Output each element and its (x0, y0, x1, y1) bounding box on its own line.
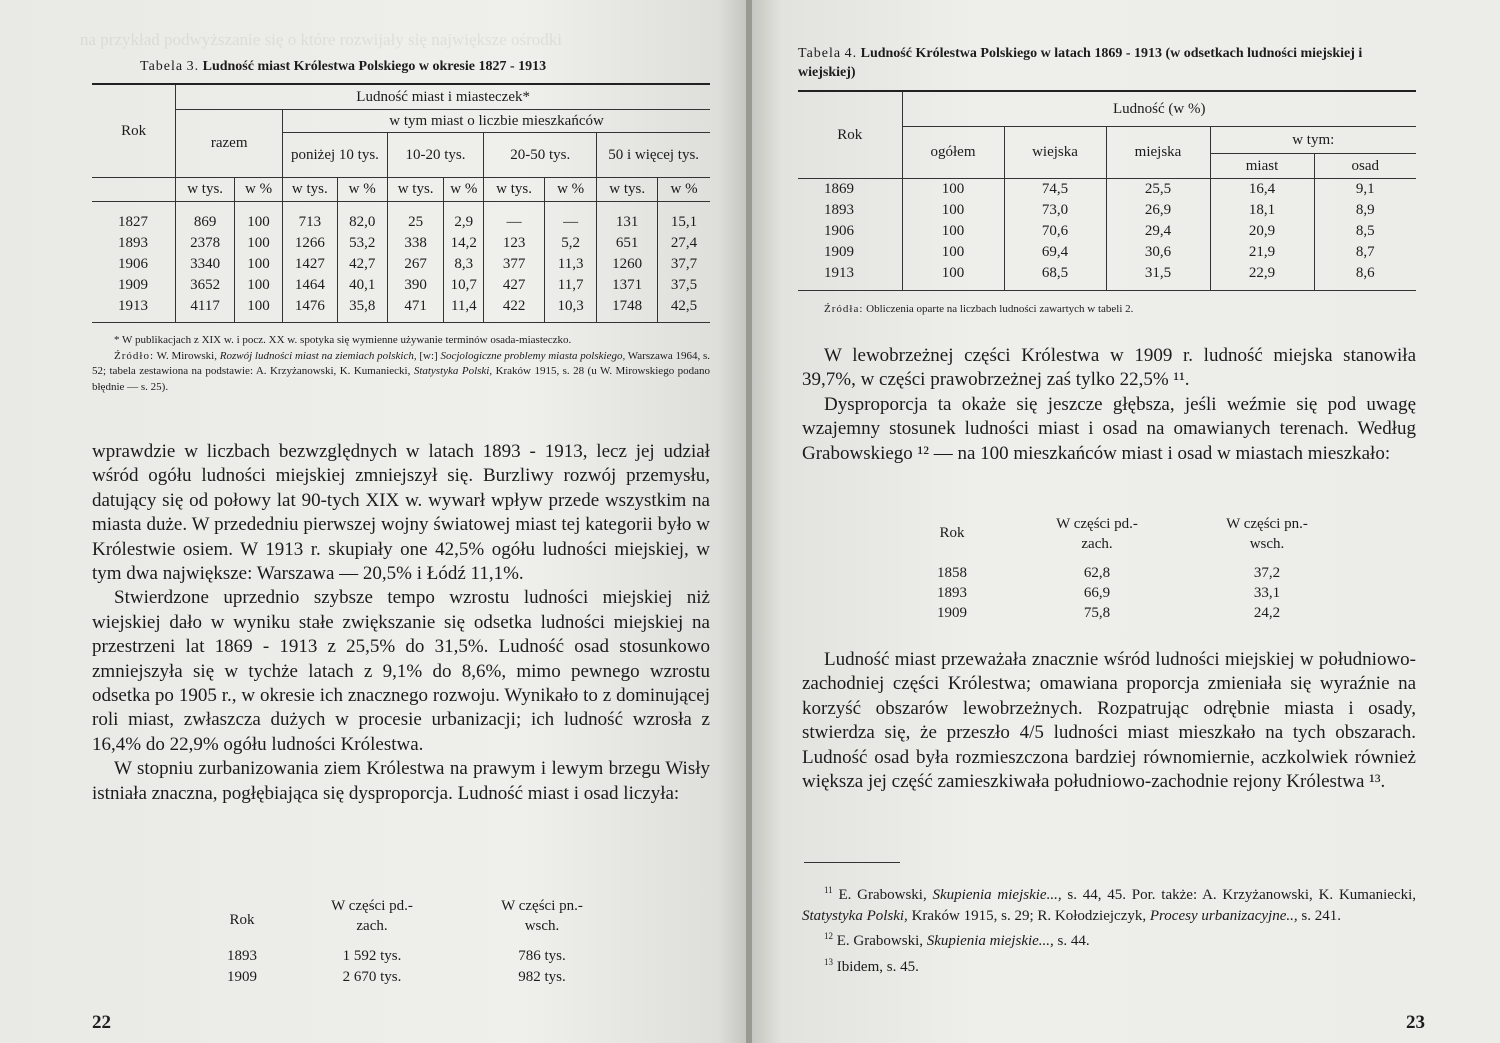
table-cell: 390 (387, 275, 444, 296)
table-cell: 40,1 (337, 275, 387, 296)
table-cell: 11,7 (544, 275, 596, 296)
right-page (752, 0, 1500, 1043)
table-cell: 31,5 (1106, 263, 1210, 284)
table-cell: 100 (902, 179, 1004, 201)
footnote-number: 12 (824, 931, 833, 941)
mini-header-rok: Rok (229, 912, 255, 928)
table-cell: 422 (484, 296, 545, 317)
right-body-text (802, 344, 1416, 466)
table-cell: 9,1 (1314, 179, 1416, 201)
table4-body (798, 179, 1416, 285)
table3-header-c3: 20-50 tys. (484, 133, 597, 178)
table-cell: 1913 (824, 265, 854, 281)
table-cell: 22,9 (1210, 263, 1314, 284)
table4-header-osad: osad (1314, 154, 1416, 179)
table-cell: 1748 (597, 296, 658, 317)
table-cell: 74,5 (1004, 179, 1106, 201)
table-cell: 29,4 (1106, 221, 1210, 242)
table3-header-rok: Rok (121, 122, 147, 139)
paragraph: Ludność miast przeważała znacznie wśród ludności miejskiej w południowo-zachodniej części Królestwa; omawiana proporcja zmieniała się wyraźnie na korzyść obszarów lewobrzeżnych. Rozpatrując odrębnie miasta i osady, stwierdza się, że przeszło 4/5 ludności miast mieszkało na tych obszarach. Ludność osad była rozmieszczona bardziej równomiernie, aczkolwiek również większa jej część zamieszkiwała południowo-zachodnie rejony Królestwa ¹³. (802, 649, 1416, 793)
mini-cell: 982 tys. (518, 969, 566, 985)
mini-header-a: W części pd.-zach. (331, 898, 413, 934)
table-cell: 20,9 (1210, 221, 1314, 242)
table-cell: 1827 (118, 213, 148, 230)
table-cell: — (544, 212, 596, 233)
table-cell: 427 (484, 275, 545, 296)
footnote-part: Statystyka Polski, (802, 907, 908, 924)
table3-unit: w tys. (283, 178, 337, 202)
table-row (92, 275, 710, 296)
table3-notes (92, 333, 710, 395)
left-page (0, 0, 748, 1043)
paragraph: wprawdzie w liczbach bezwzględnych w latach 1893 - 1913, lecz jej udział wśród ogółu ludności miejskiej zmniejszył się. Burzliwy rozwój przemysłu, datujący się od połowy lat 90-tych XIX w. wywarł wpływ przede wszystkim na miasta duże. W przededniu pierwszej wojny światowej miast tej kategorii było w Królestwie osiem. W 1913 r. skupiały one 42,5% ogółu ludności miejskiej, w tym dwa największe: Warszawa — 20,5% i Łódź 11,1%. (92, 441, 710, 585)
table-cell: 73,0 (1004, 200, 1106, 221)
page-number: 23 (1406, 1012, 1425, 1033)
source-part: Warszawa 1964, s. 52; tabela zestawiona na podstawie: A. Krzyżanowski, K. Kumaniecki, (92, 349, 711, 377)
table-cell: 25 (387, 212, 444, 233)
table4-source (824, 302, 1424, 318)
table-row (798, 179, 1416, 201)
table4-header-rok: Rok (837, 126, 863, 143)
table-row (798, 263, 1416, 284)
table-cell: 21,9 (1210, 242, 1314, 263)
table3-header-c2: 10-20 tys. (387, 133, 483, 178)
table4-header-wiejska: wiejska (1004, 127, 1106, 179)
source-part: Kraków 1915, s. 28 (u W. Mirowskiego podano błędnie — s. 25). (92, 365, 711, 393)
table-row (798, 221, 1416, 242)
table3-header-group: Ludność miast i miasteczek* (176, 84, 710, 110)
table-cell: 2378 (176, 233, 235, 254)
table4 (798, 90, 1416, 291)
table-cell: 14,2 (444, 233, 484, 254)
source-part: W. Mirowski, (156, 349, 217, 362)
mini-cell: 1893 (227, 948, 257, 964)
mini-cell: 24,2 (1253, 605, 1281, 621)
table3-unit: w tys. (597, 178, 658, 202)
bleed-through-text: na przykład podwyższanie się o które rozwijały się największe ośrodki (80, 30, 562, 49)
right-body-text-2 (802, 648, 1416, 794)
mini-cell: 1893 (937, 585, 967, 601)
mini-cell: 2 670 tys. (342, 969, 402, 985)
table-cell: 11,4 (444, 296, 484, 317)
footnote-part: Kraków 1915, s. 29; R. Kołodziejczyk, (911, 907, 1147, 924)
table-cell: 1476 (283, 296, 337, 317)
table3-number: 3. (186, 59, 200, 74)
table4-header-group: Ludność (w %) (902, 91, 1416, 127)
page-number: 22 (92, 1012, 111, 1033)
table-cell: 1909 (824, 244, 854, 260)
table-cell: 100 (234, 296, 282, 317)
paragraph: W stopniu zurbanizowania ziem Królestwa na prawym i lewym brzegu Wisły istniała znaczna, pogłębiająca się dysproporcja. Ludność miast i osad liczyła: (92, 758, 710, 804)
table3-header-sub: w tym miast o liczbie mieszkańców (283, 110, 710, 133)
table3-unit: w tys. (176, 178, 235, 202)
table-cell: 8,3 (444, 254, 484, 275)
table4-header-miast: miast (1210, 154, 1314, 179)
table4-title: Ludność Królestwa Polskiego w latach 1869 - 1913 (w odsetkach ludności miejskiej i wiejskiej) (798, 46, 1363, 80)
right-mini-table (802, 510, 1416, 635)
table-cell: 53,2 (337, 233, 387, 254)
table-cell: 1427 (283, 254, 337, 275)
table-cell: 3340 (176, 254, 235, 275)
table-cell: 651 (597, 233, 658, 254)
table-cell: 1371 (597, 275, 658, 296)
table-cell: 1260 (597, 254, 658, 275)
table-cell: 100 (234, 212, 282, 233)
table3-header-razem: razem (176, 110, 283, 178)
table3-unit: w % (658, 178, 710, 202)
table-cell: 10,7 (444, 275, 484, 296)
table4-label: Tabela (798, 46, 842, 61)
table-cell: 713 (283, 212, 337, 233)
mini-cell: 786 tys. (518, 948, 566, 964)
table-cell: 338 (387, 233, 444, 254)
footnote-part: E. Grabowski, (838, 887, 927, 903)
table-cell: 82,0 (337, 212, 387, 233)
source-part: Socjologiczne problemy miasta polskiego, (440, 349, 626, 362)
table-cell: 3652 (176, 275, 235, 296)
table-cell: 1906 (118, 255, 148, 272)
table-cell: 1893 (118, 234, 148, 251)
table-cell: 100 (902, 200, 1004, 221)
table-cell: 27,4 (658, 233, 710, 254)
table3-header-c4: 50 i więcej tys. (597, 133, 710, 178)
table-cell: 2,9 (444, 212, 484, 233)
table-cell: 100 (234, 254, 282, 275)
footnote-part: E. Grabowski, (836, 933, 923, 949)
table-cell: 100 (902, 263, 1004, 284)
table-cell: 11,3 (544, 254, 596, 275)
table-cell: 8,7 (1314, 242, 1416, 263)
table-cell: 1464 (283, 275, 337, 296)
footnote-part: Ibidem, s. 45. (836, 958, 919, 975)
mini-cell: 66,9 (1083, 585, 1111, 601)
table-cell: 42,7 (337, 254, 387, 275)
table4-header-ogolem: ogółem (902, 127, 1004, 179)
table-cell: 16,4 (1210, 179, 1314, 201)
left-body-text (92, 440, 710, 806)
table3-source (92, 349, 710, 396)
table-cell: 1266 (283, 233, 337, 254)
table-row (92, 254, 710, 275)
table-cell: 8,6 (1314, 263, 1416, 284)
table3-header-c1: poniżej 10 tys. (283, 133, 388, 178)
table4-number: 4. (844, 46, 858, 61)
table-cell: 131 (597, 212, 658, 233)
table-cell: 37,7 (658, 254, 710, 275)
table3-unit: w % (544, 178, 596, 202)
table4-caption (798, 44, 1422, 82)
table-cell: 100 (902, 221, 1004, 242)
mini-cell: 1858 (937, 565, 967, 581)
footnote-part: Skupienia miejskie..., (926, 933, 1054, 949)
table-cell: — (484, 212, 545, 233)
table-row (798, 200, 1416, 221)
table-cell: 100 (234, 233, 282, 254)
mini-header-a: W części pd.-zach. (1056, 516, 1138, 552)
table3-note-star: * W publikacjach z XIX w. i pocz. XX w. spotyka się wymienne używanie terminów osada-miasteczko. (114, 334, 572, 346)
mini-header-b: W części pn.-wsch. (501, 898, 583, 934)
table-cell: 1893 (824, 202, 854, 218)
table-cell: 15,1 (658, 212, 710, 233)
paragraph: W lewobrzeżnej części Królestwa w 1909 r. ludność miejska stanowiła 39,7%, w części prawobrzeżnej zaś tylko 22,5% ¹¹. (802, 345, 1416, 391)
table-cell: 267 (387, 254, 444, 275)
table3-unit: w % (234, 178, 282, 202)
table-cell: 30,6 (1106, 242, 1210, 263)
table-cell: 8,9 (1314, 200, 1416, 221)
paragraph: Dysproporcja ta okaże się jeszcze głębsza, jeśli weźmie się pod uwagę wzajemny stosunek ludności miast i osad na omawianych terenach. Według Grabowskiego ¹² — na 100 mieszkańców miast i osad w miastach mieszkało: (802, 393, 1416, 464)
table-row (92, 212, 710, 233)
table3-unit: w % (444, 178, 484, 202)
mini-cell: 37,2 (1253, 565, 1281, 581)
source-label: Źródła: (824, 303, 864, 315)
paragraph: Stwierdzone uprzednio szybsze tempo wzrostu ludności miejskiej niż wiejskiej dało w wyniku stałe zwiększanie się odsetka ludności miejskiej na przestrzeni lat 1869 - 1913 z 25,5% do 31,5%. Ludność osad stosunkowo zmniejszyła się w tychże latach z 9,1% do 8,6%, mimo pewnego wzrostu odsetka po 1905 r., w okresie ich znacznego rozwoju. Wynikało to z dominującej roli miast, zwłaszcza dużych w procesie urbanizacji; ich ludność wzrosła z 16,4% do 22,9% ogółu ludności Królestwa. (92, 587, 710, 755)
table3 (92, 83, 710, 323)
table-cell: 25,5 (1106, 179, 1210, 201)
table-cell: 69,4 (1004, 242, 1106, 263)
footnote-part: Skupienia miejskie..., (932, 887, 1062, 903)
footnote-13 (802, 952, 1416, 978)
table-cell: 10,3 (544, 296, 596, 317)
left-mini-table (92, 890, 710, 1000)
mini-cell: 75,8 (1083, 605, 1111, 621)
table-cell: 100 (902, 242, 1004, 263)
table-cell: 8,5 (1314, 221, 1416, 242)
table3-label: Tabela (140, 59, 184, 74)
table-cell: 5,2 (544, 233, 596, 254)
table-cell: 42,5 (658, 296, 710, 317)
mini-cell: 33,1 (1253, 585, 1281, 601)
table3-unit: w tys. (387, 178, 444, 202)
table3-unit: w tys. (484, 178, 545, 202)
table-cell: 70,6 (1004, 221, 1106, 242)
table3-caption (140, 57, 700, 76)
footnote-12 (802, 926, 1416, 952)
table-cell: 1909 (118, 276, 148, 293)
source-part: Statystyka Polski, (413, 365, 493, 377)
table3-title: Ludność miast Królestwa Polskiego w okresie 1827 - 1913 (202, 59, 547, 74)
footnote-11 (802, 880, 1416, 926)
table-cell: 1913 (118, 297, 148, 314)
table-cell: 471 (387, 296, 444, 317)
table-cell: 18,1 (1210, 200, 1314, 221)
table-cell: 1906 (824, 223, 854, 239)
footnotes (802, 880, 1416, 977)
table-cell: 37,5 (658, 275, 710, 296)
table-cell: 123 (484, 233, 545, 254)
table-row (92, 296, 710, 317)
table-cell: 100 (234, 275, 282, 296)
footnote-rule (804, 862, 900, 863)
footnote-number: 13 (824, 956, 833, 967)
source-text: Obliczenia oparte na liczbach ludności zawartych w tabeli 2. (866, 303, 1134, 315)
mini-header-b: W części pn.-wsch. (1226, 516, 1308, 552)
table-cell: 1869 (824, 181, 854, 197)
footnote-number: 11 (824, 885, 833, 895)
table-cell: 35,8 (337, 296, 387, 317)
table4-header-wtym: w tym: (1210, 127, 1416, 154)
mini-cell: 62,8 (1083, 565, 1111, 581)
table-cell: 377 (484, 254, 545, 275)
table4-header-miejska: miejska (1106, 127, 1210, 179)
table-cell: 26,9 (1106, 200, 1210, 221)
footnote-part: s. 241. (1301, 907, 1341, 924)
footnote-part: s. 44, 45. Por. także: A. Krzyżanowski, K. Kumaniecki, (1067, 887, 1417, 903)
footnote-part: s. 44. (1057, 933, 1090, 949)
mini-header-rok: Rok (939, 525, 965, 541)
footnote-part: Procesy urbanizacyjne.., (1149, 907, 1298, 924)
mini-cell: 1 592 tys. (342, 948, 402, 964)
table-cell: 4117 (176, 296, 235, 317)
mini-cell: 1909 (937, 605, 967, 621)
table3-unit: w % (337, 178, 387, 202)
source-label: Źródło: (114, 349, 154, 362)
source-part: Rozwój ludności miast na ziemiach polskich, (219, 349, 417, 362)
table-cell: 68,5 (1004, 263, 1106, 284)
mini-cell: 1909 (227, 969, 257, 985)
table-row (798, 242, 1416, 263)
table-cell: 869 (176, 212, 235, 233)
table3-body (92, 212, 710, 317)
source-part: [w:] (419, 349, 438, 362)
table-row (92, 233, 710, 254)
